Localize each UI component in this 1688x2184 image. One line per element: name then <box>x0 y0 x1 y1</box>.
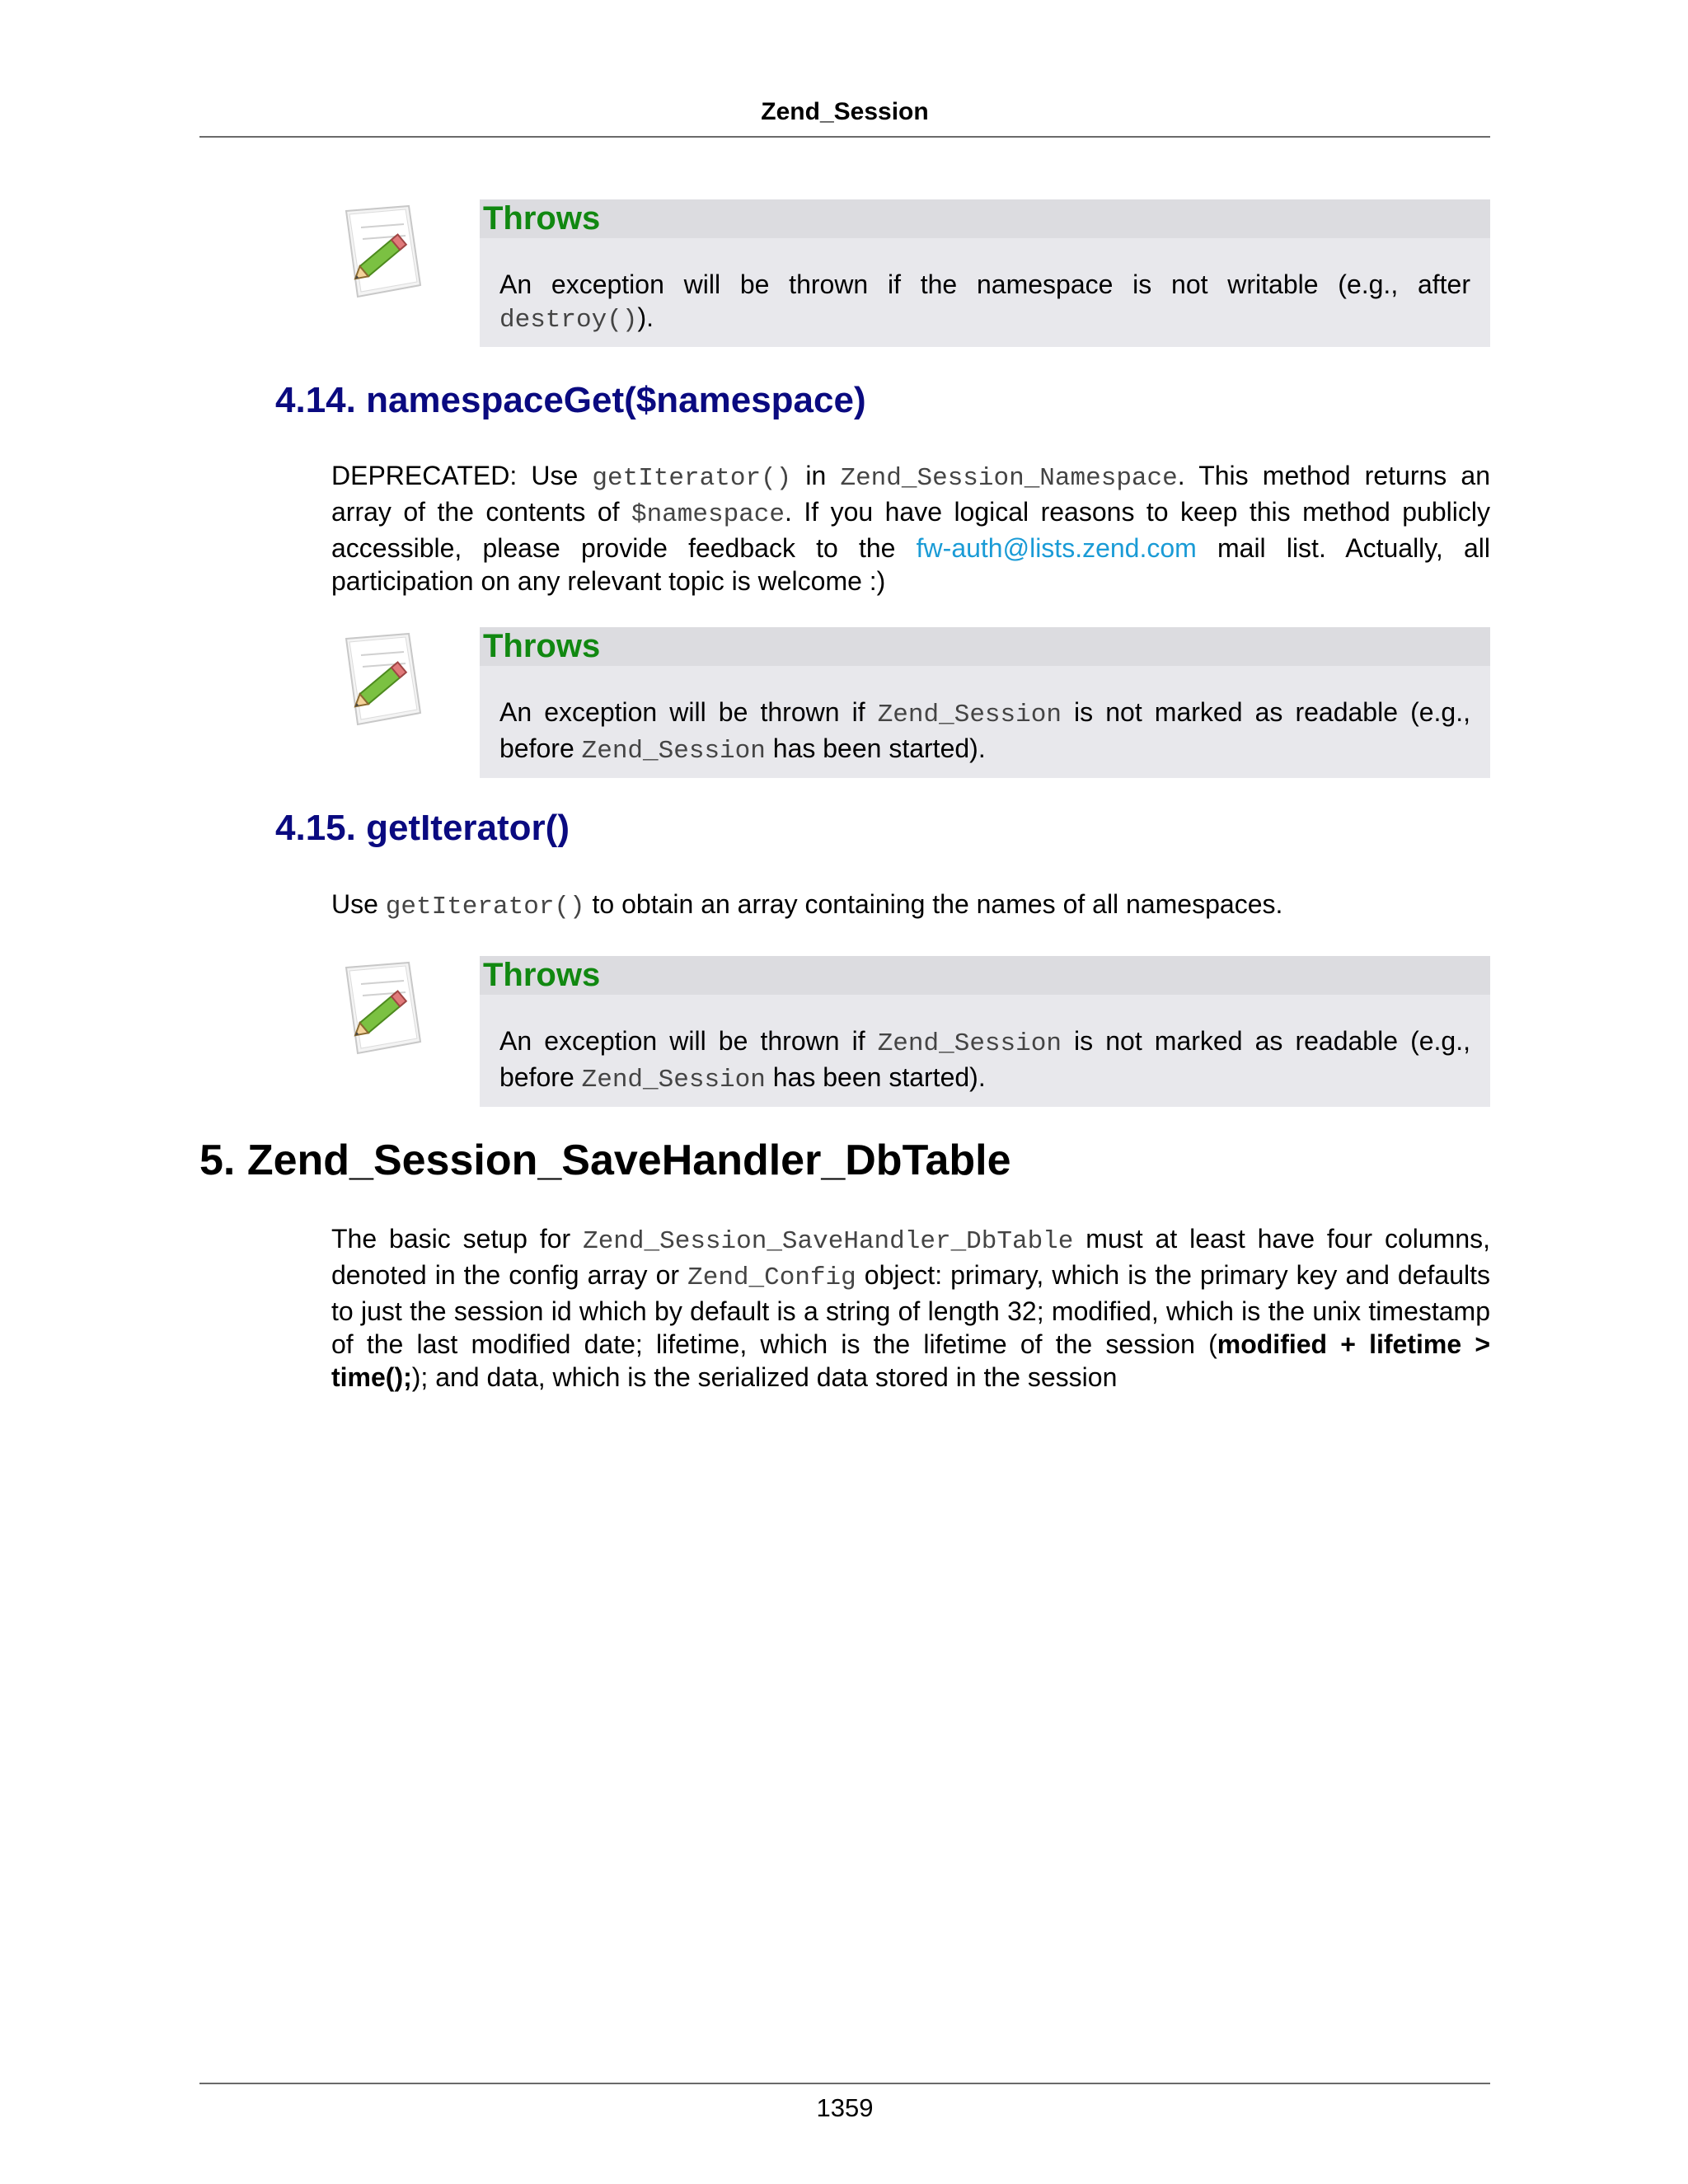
s5-text-1: The basic setup for <box>331 1224 584 1254</box>
footer-rule <box>199 2083 1490 2084</box>
s5-text-3: object: primary, which is the primary key and defaults to just the session id which by default is a string of length 32; modified, which is the unix timestamp of the last modified date; lifetime, which is the lifetime of the session ( <box>331 1260 1491 1359</box>
s414-text-4: . If you have logical reasons to keep this method publicly accessible, please provide feedback to the <box>331 497 1491 563</box>
s414-text-3: . This method returns an array of the contents of <box>331 461 1491 527</box>
section-4-14-title: 4.14. namespaceGet($namespace) <box>275 380 866 420</box>
throws-title-2: Throws <box>480 627 1490 666</box>
throws-body-1 <box>480 238 1490 347</box>
s415-text-2: to obtain an array containing the names of all namespaces. <box>584 889 1283 919</box>
header-rule <box>199 136 1490 138</box>
s414-text-5: mail list. Actually, all participation on any relevant topic is welcome :) <box>331 533 1491 596</box>
pencil-note-icon <box>340 203 425 300</box>
s5-text-4: ); and data, which is the serialized data stored in the session <box>411 1362 1118 1392</box>
s5-text-2: must at least have four columns, denoted in the config array or <box>331 1224 1491 1290</box>
throws-box-3 <box>480 956 1490 1107</box>
s5-bold-expression: modified + lifetime > time(); <box>331 1329 1491 1392</box>
note3-text-3: has been started). <box>765 1062 986 1092</box>
s414-text-2: in <box>791 461 841 490</box>
mailing-list-link[interactable]: fw-auth@lists.zend.com <box>916 533 1197 563</box>
note3-code-2: Zend_Session <box>581 1066 766 1094</box>
page-number: 1359 <box>816 2093 874 2122</box>
s415-text-1: Use <box>331 889 386 919</box>
s415-code-1: getIterator() <box>385 893 585 921</box>
s414-code-1: getIterator() <box>592 464 792 493</box>
throws-box-1 <box>480 199 1490 347</box>
throws-body-3 <box>480 995 1490 1107</box>
section-4-15-paragraph <box>331 888 1490 924</box>
note2-text-2: is not marked as readable (e.g., before <box>499 697 1471 763</box>
note2-text-1: An exception will be thrown if <box>499 697 878 727</box>
section-4-15-title: 4.15. getIterator() <box>275 808 570 848</box>
throws-body-2 <box>480 666 1490 778</box>
section-4-14-paragraph <box>331 459 1490 598</box>
note1-code-a: destroy() <box>499 306 638 335</box>
note1-text-a: An exception will be thrown if the namespace is not writable (e.g., after <box>499 269 1470 299</box>
running-header: Zend_Session <box>761 98 929 125</box>
note3-text-1: An exception will be thrown if <box>499 1026 878 1056</box>
pencil-note-icon <box>340 630 425 728</box>
chapter-5-title: 5. Zend_Session_SaveHandler_DbTable <box>199 1137 1011 1184</box>
throws-title-1: Throws <box>480 199 1490 238</box>
s414-code-3: $namespace <box>631 500 785 529</box>
note3-code-1: Zend_Session <box>877 1029 1062 1058</box>
s5-code-1: Zend_Session_SaveHandler_DbTable <box>583 1227 1074 1256</box>
note2-text-3: has been started). <box>765 733 986 763</box>
throws-title-3: Throws <box>480 956 1490 995</box>
note1-text-b: ). <box>637 302 654 332</box>
note3-text-2: is not marked as readable (e.g., before <box>499 1026 1471 1092</box>
pencil-note-icon <box>340 959 425 1057</box>
s414-code-2: Zend_Session_Namespace <box>840 464 1178 493</box>
note2-code-1: Zend_Session <box>877 701 1062 729</box>
note2-code-2: Zend_Session <box>581 737 766 766</box>
s5-code-2: Zend_Config <box>687 1263 856 1292</box>
throws-box-2 <box>480 627 1490 778</box>
section-5-paragraph <box>331 1222 1490 1394</box>
s414-text-1: DEPRECATED: Use <box>331 461 593 490</box>
